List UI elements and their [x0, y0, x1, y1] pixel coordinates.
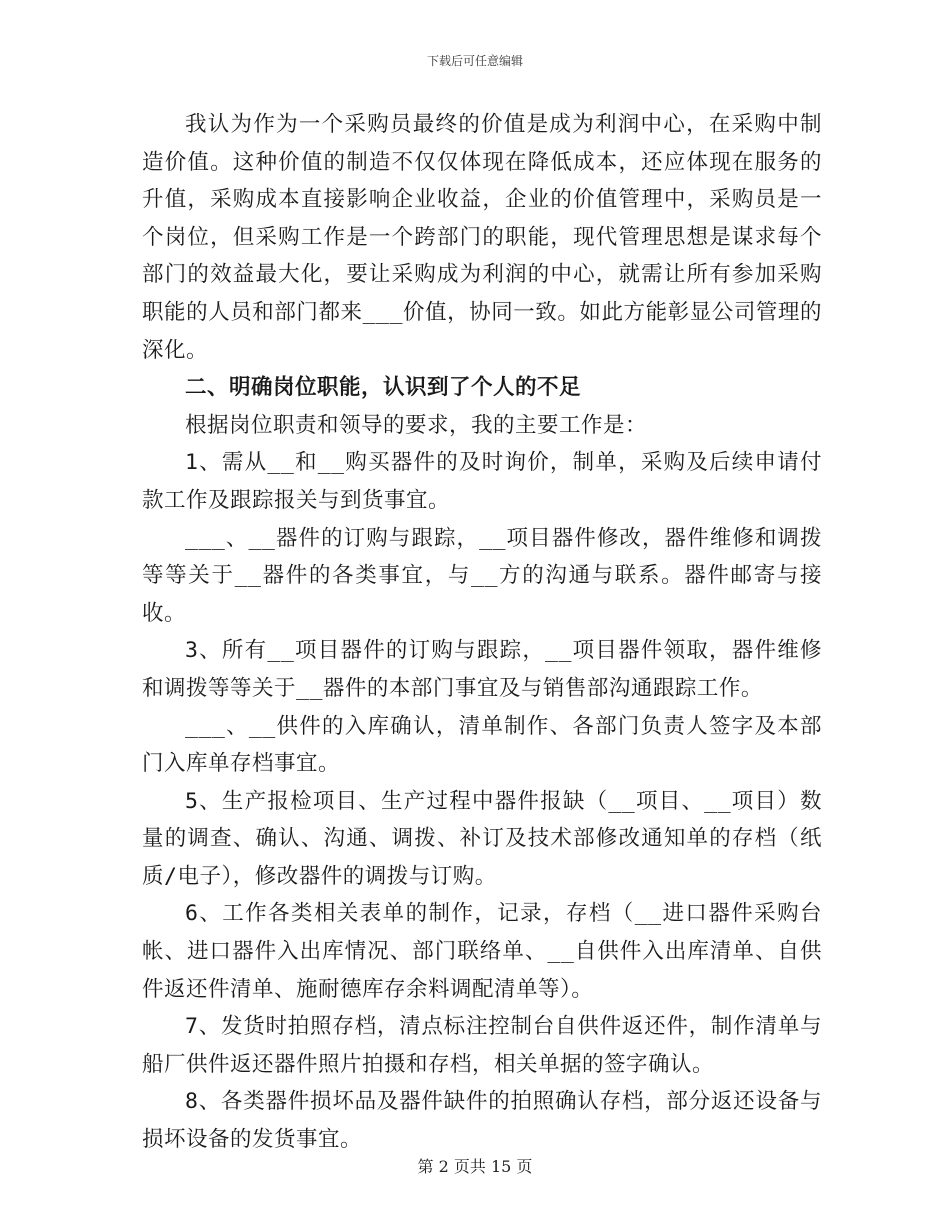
- page-header: 下载后可任意编辑: [426, 54, 523, 68]
- page-footer: 第 2 页共 15 页: [417, 1157, 533, 1176]
- list-item: 5、生产报检项目、生产过程中器件报缺（__项目、__项目）数量的调查、确认、沟通、调拨、补订及技术部修改通知单的存档（纸质/电子），修改器件的调拨与订购。: [142, 788, 822, 889]
- paragraph-intro: 我认为作为一个采购员最终的价值是成为利润中心，在采购中制造价值。这种价值的制造不仅仅体现在降低成本，还应体现在服务的升值，采购成本直接影响企业收益，企业的价值管理中，采购员是一个岗位，但采购工作是一个跨部门的职能，现代管理思想是谋求每个部门的效益最大化，要让采购成为利润的中心，就需让所有参加采购职能的人员和部门都来___价值，协同一致。如此方能彰显公司管理的深化。: [142, 112, 822, 363]
- section-heading: 二、明确岗位职能，认识到了个人的不足: [185, 375, 582, 401]
- list-item: ___、__器件的订购与跟踪，__项目器件修改，器件维修和调拨等等关于__器件的各类事宜，与__方的沟通与联系。器件邮寄与接收。: [142, 525, 822, 626]
- list-item: 6、工作各类相关表单的制作，记录，存档（__进口器件采购台帐、进口器件入出库情况、部门联络单、__自供件入出库清单、自供件返还件清单、施耐德库存余料调配清单等）。: [142, 901, 822, 1002]
- list-item: 7、发货时拍照存档，清点标注控制台自供件返还件，制作清单与船厂供件返还器件照片拍摄和存档，相关单据的签字确认。: [142, 1014, 822, 1077]
- list-item: ___、__供件的入库确认，清单制作、各部门负责人签字及本部门入库单存档事宜。: [142, 713, 822, 777]
- paragraph-duties-intro: 根据岗位职责和领导的要求，我的主要工作是：: [185, 412, 648, 438]
- list-item: 1、需从__和__购买器件的及时询价，制单，采购及后续申请付款工作及跟踪报关与到货事宜。: [142, 450, 822, 513]
- document-body: [142, 106, 822, 1159]
- list-item: 8、各类器件损坏品及器件缺件的拍照确认存档，部分返还设备与损坏设备的发货事宜。: [142, 1089, 822, 1153]
- list-item: 3、所有__项目器件的订购与跟踪，__项目器件领取，器件维修和调拨等等关于__器件的本部门事宜及与销售部沟通跟踪工作。: [142, 638, 822, 701]
